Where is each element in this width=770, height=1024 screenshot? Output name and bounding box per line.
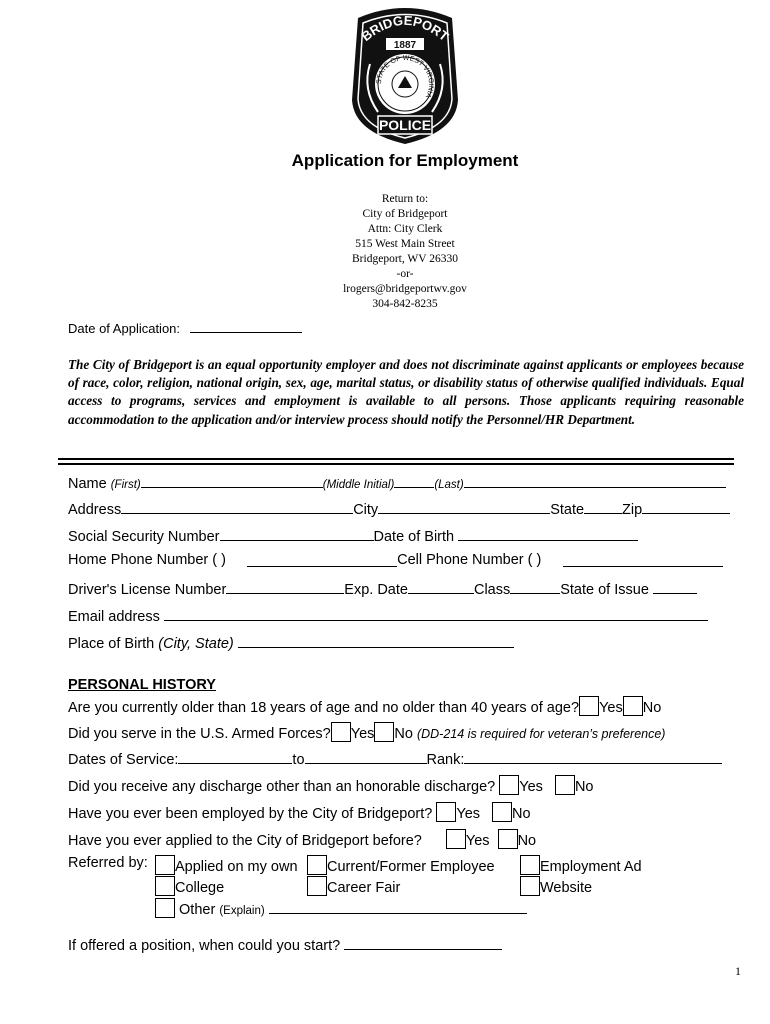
exp-date-label: Exp. Date [344, 582, 408, 598]
personal-history-heading: PERSONAL HISTORY [68, 677, 216, 693]
applied-yes-checkbox[interactable] [446, 829, 466, 849]
return-email: lrogers@bridgeportwv.gov [343, 283, 467, 295]
age-yes-label: Yes [599, 700, 623, 716]
referred-employment-ad [520, 855, 642, 875]
discharge-question: Did you receive any discharge other than an honorable discharge? [68, 779, 496, 795]
phone-row [68, 552, 723, 568]
last-name-field[interactable] [464, 473, 726, 488]
referred-by-label: Referred by: [68, 855, 148, 871]
middle-label: (Middle Initial) [322, 479, 395, 491]
dob-field[interactable] [458, 526, 638, 541]
applied-no-checkbox[interactable] [498, 829, 518, 849]
date-of-application-field[interactable] [190, 318, 302, 333]
website-checkbox[interactable] [520, 876, 540, 896]
name-row [68, 473, 726, 492]
other-label: Other [179, 902, 216, 918]
age-no-label: No [642, 700, 662, 716]
referred-website [520, 876, 592, 896]
applied-own-label: Applied on my own [175, 859, 298, 875]
state-label: State [550, 502, 585, 518]
rank-label: Rank: [426, 752, 465, 768]
page-number: 1 [735, 964, 741, 978]
class-label: Class [473, 582, 511, 598]
city-label: City [353, 502, 379, 518]
armed-no-label: No [394, 726, 413, 742]
start-date-field[interactable] [344, 935, 502, 950]
return-phone: 304-842-8235 [372, 298, 438, 310]
address-label: Address [68, 502, 122, 518]
employed-no-label: No [512, 806, 531, 822]
employed-yes-checkbox[interactable] [436, 802, 456, 822]
badge-seal-text: STATE OF WEST VIRGINIA [375, 54, 435, 99]
dates-of-service-label: Dates of Service: [68, 752, 179, 768]
return-line3: 515 West Main Street [355, 238, 455, 250]
ssn-field[interactable] [220, 526, 374, 541]
class-field[interactable] [510, 579, 560, 594]
discharge-row [68, 775, 594, 795]
start-question: If offered a position, when could you start? [68, 938, 341, 954]
place-of-birth-label: Place of Birth [68, 636, 155, 652]
cell-phone-field[interactable] [536, 552, 723, 568]
last-label: (Last) [434, 479, 464, 491]
page-title: Application for Employment [291, 151, 519, 170]
city-field[interactable] [378, 499, 550, 514]
age-question-row [68, 696, 661, 716]
zip-label: Zip [622, 502, 643, 518]
armed-yes-label: Yes [350, 726, 375, 742]
city-state-label: (City, State) [158, 636, 234, 652]
return-line4: Bridgeport, WV 26330 [352, 253, 458, 265]
referred-current-former [307, 855, 495, 875]
referred-career-fair [307, 876, 400, 896]
applied-no-label: No [517, 833, 537, 849]
cell-phone-label: Cell Phone Number ( [397, 552, 533, 568]
employed-no-checkbox[interactable] [492, 802, 512, 822]
age-question: Are you currently older than 18 years of age and no older than 40 years of age? [68, 700, 580, 716]
address-field[interactable] [121, 499, 353, 514]
armed-yes-checkbox[interactable] [331, 722, 351, 742]
age-yes-checkbox[interactable] [579, 696, 599, 716]
start-date-row [68, 935, 502, 954]
return-address-block [300, 192, 510, 312]
date-of-application-label: Date of Application: [68, 321, 181, 336]
return-line2: Attn: City Clerk [367, 223, 443, 235]
home-phone-paren: ) [221, 552, 226, 568]
badge-top-text: BRIDGEPORT [358, 12, 452, 44]
armed-forces-row [68, 722, 665, 742]
applied-question: Have you ever applied to the City of Bridgeport before? [68, 833, 422, 849]
explain-label: (Explain) [219, 905, 265, 917]
other-explain-field[interactable] [269, 899, 527, 914]
first-label: (First) [110, 479, 141, 491]
email-field[interactable] [164, 606, 708, 621]
rank-field[interactable] [464, 749, 722, 764]
license-row [68, 579, 697, 598]
eeo-statement: The City of Bridgeport is an equal opportunity employer and does not discriminate against applicants or employees because of race, color, religion, national origin, sex, age, marital status, or disability status of otherwise qualified individuals. Equal access to programs, services and employment is available to all persons. Those applicants requiring reasonable accommodation to the application and/or interview process should notify the Personnel/HR Department. [68, 357, 744, 427]
return-line1: City of Bridgeport [362, 208, 448, 220]
applied-own-checkbox[interactable] [155, 855, 175, 875]
dd214-note: (DD-214 is required for veteran’s preference) [416, 727, 666, 741]
website-label: Website [540, 880, 593, 896]
zip-field[interactable] [642, 499, 730, 514]
employed-question: Have you ever been employed by the City of Bridgeport? [68, 806, 433, 822]
service-end-field[interactable] [305, 749, 427, 764]
place-of-birth-field[interactable] [238, 633, 514, 648]
ssn-label: Social Security Number [68, 529, 220, 545]
home-phone-label: Home Phone Number ( [68, 552, 218, 568]
college-checkbox[interactable] [155, 876, 175, 896]
discharge-no-label: No [574, 779, 594, 795]
service-row [68, 749, 722, 768]
employment-ad-checkbox[interactable] [520, 855, 540, 875]
badge-year: 1887 [393, 40, 417, 51]
state-field[interactable] [584, 499, 622, 514]
referred-applied-own [155, 855, 298, 875]
first-name-field[interactable] [141, 473, 323, 488]
applied-yes-label: Yes [465, 833, 490, 849]
date-of-application-row [68, 318, 302, 336]
dl-number-field[interactable] [226, 579, 344, 594]
employed-yes-label: Yes [456, 806, 481, 822]
badge-bottom-text: POLICE [378, 117, 432, 133]
email-label: Email address [68, 609, 160, 625]
discharge-yes-checkbox[interactable] [499, 775, 519, 795]
state-of-issue-label: State of Issue [560, 582, 649, 598]
address-row [68, 499, 730, 518]
discharge-yes-label: Yes [519, 779, 543, 795]
cell-phone-paren: ) [536, 552, 542, 568]
place-of-birth-row [68, 633, 514, 652]
dob-label: Date of Birth [373, 529, 455, 545]
armed-no-checkbox[interactable] [374, 722, 394, 742]
other-checkbox[interactable] [155, 898, 175, 918]
exp-date-field[interactable] [408, 579, 474, 594]
email-row [68, 606, 708, 625]
referred-college [155, 876, 224, 896]
middle-initial-field[interactable] [394, 473, 434, 488]
career-fair-label: Career Fair [327, 880, 401, 896]
to-label: to [292, 752, 305, 768]
discharge-no-checkbox[interactable] [555, 775, 575, 795]
employed-row [68, 802, 531, 822]
career-fair-checkbox[interactable] [307, 876, 327, 896]
name-label: Name [68, 476, 107, 492]
home-phone-field[interactable] [221, 552, 397, 568]
armed-forces-question: Did you serve in the U.S. Armed Forces? [68, 726, 331, 742]
return-heading: Return to: [381, 193, 429, 205]
current-former-checkbox[interactable] [307, 855, 327, 875]
employment-ad-label: Employment Ad [540, 859, 642, 875]
college-label: College [175, 880, 225, 896]
dl-number-label: Driver's License Number [68, 582, 227, 598]
return-or: -or- [396, 268, 414, 280]
ssn-row [68, 526, 638, 545]
applied-row [68, 829, 536, 849]
age-no-checkbox[interactable] [623, 696, 643, 716]
referred-other [155, 898, 527, 918]
police-badge-logo [348, 4, 462, 146]
state-of-issue-field[interactable] [653, 579, 697, 594]
service-start-field[interactable] [178, 749, 292, 764]
current-former-label: Current/Former Employee [327, 859, 495, 875]
